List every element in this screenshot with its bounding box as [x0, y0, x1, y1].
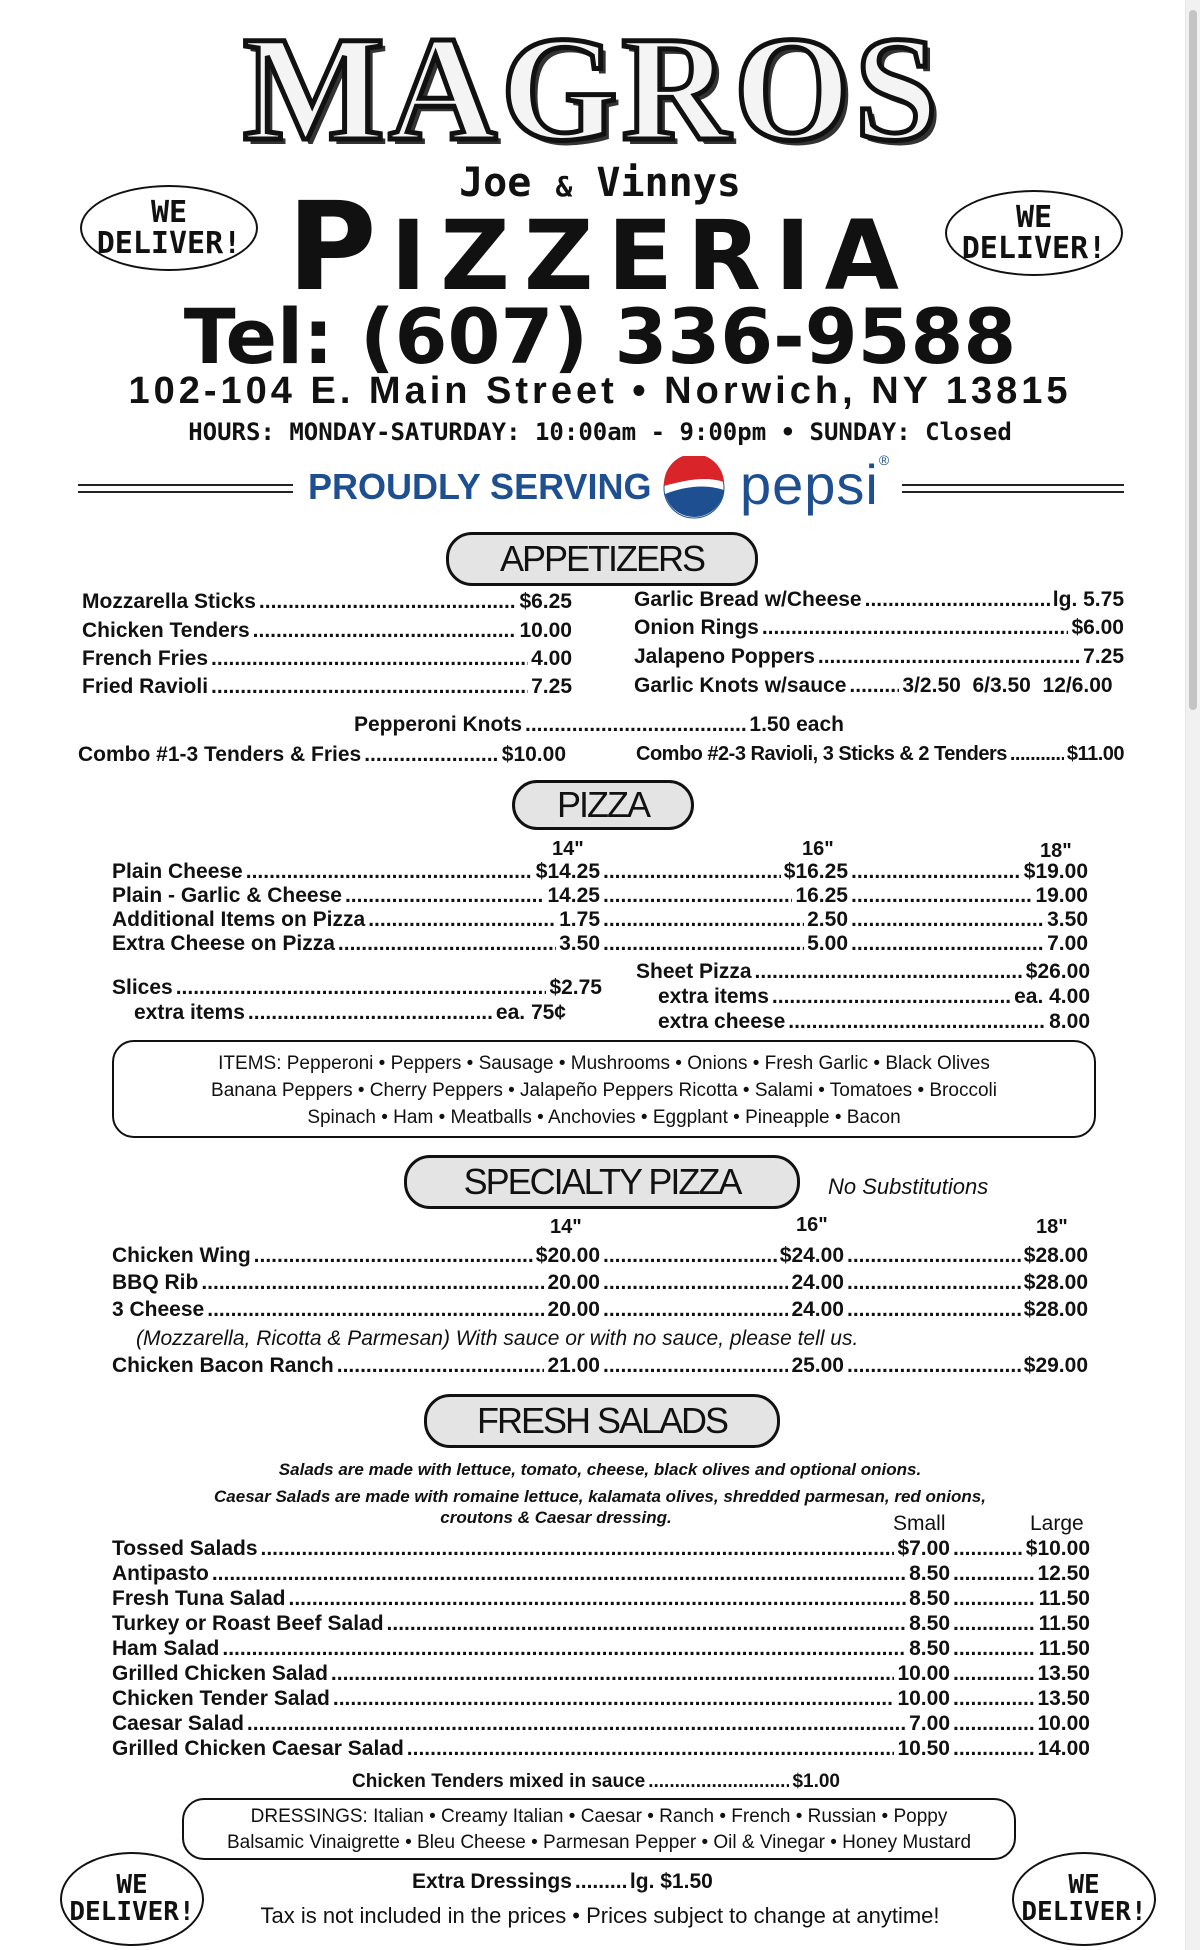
deliver-line-we: WE [1015, 199, 1053, 235]
banner-rule-left [78, 484, 293, 493]
proudly-serving-text: PROUDLY SERVING [308, 466, 652, 507]
owner-vinnys: Vinnys [596, 160, 741, 206]
deliver-line-we: WE [150, 194, 188, 230]
size-14-label: 14" [550, 1216, 582, 1238]
telephone: Tel: (607) 336-9588 [183, 292, 1017, 381]
salad-row: Grilled Chicken Salad ..... 10.00 ..... 13.50 [112, 1662, 1112, 1686]
small-size-label: Small [893, 1512, 946, 1535]
deliver-line-deliver: DELIVER! [961, 231, 1107, 266]
size-18-label: 18" [1040, 840, 1072, 862]
pizzeria-first-letter: P [287, 176, 391, 318]
fresh-salads-heading: FRESH SALADS [424, 1394, 780, 1448]
dressings-line: DRESSINGS: Italian • Creamy Italian • Caesar • Ranch • French • Russian • Poppy [250, 1806, 948, 1827]
we-deliver-badge-top-right [945, 190, 1123, 276]
hours: HOURS: MONDAY-SATURDAY: 10:00am - 9:00pm • SUNDAY: Closed [188, 418, 1012, 446]
salads-note-3: croutons & Caesar dressing. [440, 1508, 672, 1527]
banner-rule-right [902, 484, 1124, 493]
pizzeria-rest: IZZERIA [390, 200, 913, 312]
dressings-line: Balsamic Vinaigrette • Bleu Cheese • Parmesan Pepper • Oil & Vinegar • Honey Mustard [226, 1832, 972, 1853]
no-substitutions-note: No Substitutions [828, 1174, 989, 1199]
pizza-heading: PIZZA [512, 780, 694, 830]
salad-row: Fresh Tuna Salad ..... 8.50 ..... 11.50 [112, 1587, 1112, 1611]
we-deliver-badge-top-left [80, 185, 258, 271]
salad-row: Tossed Salads ..... $7.00 ..... $10.00 [112, 1537, 1112, 1561]
pizza-row: Additional Items on Pizza ..... 1.75 ..... 2.50 ..... 3.50 [112, 908, 1112, 932]
items-line: Spinach • Ham • Meatballs • Anchovies • Eggplant • Pineapple • Bacon [307, 1107, 901, 1128]
pepsi-word: pepsi [740, 453, 879, 516]
specialty-row: Chicken Wing ..... $20.00 ..... $24.00 ..... $28.00 [112, 1244, 1112, 1268]
items-line: ITEMS: Pepperoni • Peppers • Sausage • Mushrooms • Onions • Fresh Garlic • Black Olives [218, 1053, 990, 1074]
three-cheese-note: (Mozzarella, Ricotta & Parmesan) With sauce or with no sauce, please tell us. [136, 1327, 859, 1350]
sheet-pizza-row: Sheet Pizza ..... $26.00 [636, 960, 1090, 984]
specialty-row: 3 Cheese ..... 20.00 ..... 24.00 ..... $28.00 [112, 1298, 1112, 1322]
pepsi-registered-mark: ® [878, 452, 891, 468]
owner-joe: Joe [459, 160, 532, 206]
salad-row: Caesar Salad ..... 7.00 ..... 10.00 [112, 1712, 1112, 1736]
deliver-line-deliver: DELIVER! [69, 1897, 195, 1927]
salads-note-2: Caesar Salads are made with romaine lettuce, kalamata olives, shredded parmesan, red onions, [214, 1487, 986, 1506]
menu-item-row: Onion Rings ..... $6.00 [634, 616, 1124, 640]
pizza-items-box [112, 1040, 1096, 1138]
pizza-row: Extra Cheese on Pizza ..... 3.50 ..... 5.00 ..... 7.00 [112, 932, 1112, 956]
we-deliver-badge-bottom-left [60, 1852, 204, 1946]
sheet-extra-cheese-row: extra cheese ..... 8.00 [658, 1010, 1090, 1034]
deliver-line-deliver: DELIVER! [1021, 1897, 1147, 1927]
tax-note: Tax is not included in the prices • Prices subject to change at anytime! [260, 1903, 940, 1928]
size-14-label: 14" [552, 838, 584, 860]
menu-item-row: Mozzarella Sticks ..... $6.25 [82, 590, 572, 614]
items-line: Banana Peppers • Cherry Peppers • Jalapeño Peppers Ricotta • Salami • Tomatoes • Broccoli [211, 1080, 997, 1101]
menu-item-row: Jalapeno Poppers ..... 7.25 [634, 645, 1124, 669]
sheet-extra-items-row: extra items ..... ea. 4.00 [658, 985, 1090, 1009]
pizza-row: Plain Cheese ..... $14.25 ..... $16.25 ..... $19.00 [112, 860, 1112, 884]
size-16-label: 16" [802, 838, 834, 860]
salad-row: Ham Salad ..... 8.50 ..... 11.50 [112, 1637, 1112, 1661]
deliver-line-we: WE [116, 1869, 148, 1900]
size-18-label: 18" [1036, 1216, 1068, 1238]
specialty-row: Chicken Bacon Ranch ..... 21.00 ..... 25.00 ..... $29.00 [112, 1354, 1112, 1378]
pepsi-wordmark [740, 452, 890, 517]
slices-row: Slices ..... $2.75 [112, 976, 602, 1000]
address: 102-104 E. Main Street • Norwich, NY 13815 [128, 370, 1072, 412]
we-deliver-badge-bottom-right [1012, 1852, 1156, 1946]
salad-row: Turkey or Roast Beef Salad ..... 8.50 ..... 11.50 [112, 1612, 1112, 1636]
menu-item-row: Garlic Bread w/Cheese ..... lg. 5.75 [634, 588, 1124, 612]
slices-extra-row: extra items ..... ea. 75¢ [134, 1001, 566, 1025]
large-size-label: Large [1030, 1512, 1084, 1535]
pepsi-globe-icon [662, 456, 726, 520]
brand-logo: MAGROS [243, 6, 942, 172]
specialty-row: BBQ Rib ..... 20.00 ..... 24.00 ..... $28.00 [112, 1271, 1112, 1295]
salad-row: Antipasto ..... 8.50 ..... 12.50 [112, 1562, 1112, 1586]
pizza-row: Plain - Garlic & Cheese ..... 14.25 ..... 16.25 ..... 19.00 [112, 884, 1112, 908]
salad-row: Grilled Chicken Caesar Salad ..... 10.50 ..... 14.00 [112, 1737, 1112, 1761]
salads-note-1: Salads are made with lettuce, tomato, cheese, black olives and optional onions. [278, 1460, 922, 1479]
salad-row: Chicken Tender Salad ..... 10.00 ..... 13.50 [112, 1687, 1112, 1711]
pepperoni-knots-row: Pepperoni Knots ..... 1.50 each [354, 713, 844, 737]
menu-item-row: Chicken Tenders ..... 10.00 [82, 619, 572, 643]
size-16-label: 16" [796, 1214, 828, 1236]
appetizers-heading: APPETIZERS [446, 532, 758, 586]
deliver-line-deliver: DELIVER! [96, 226, 242, 261]
menu-item-row: Fried Ravioli ..... 7.25 [82, 675, 572, 699]
extra-dressings-row: Extra Dressings ..... lg. $1.50 [412, 1870, 742, 1894]
tenders-in-sauce-row: Chicken Tenders mixed in sauce ..... $1.00 [352, 1771, 840, 1793]
combo-1-row: Combo #1-3 Tenders & Fries ..... $10.00 [78, 743, 566, 767]
combo-2-row: Combo #2-3 Ravioli, 3 Sticks & 2 Tenders ..... $11.00 [636, 743, 1124, 766]
menu-item-row: French Fries ..... 4.00 [82, 647, 572, 671]
menu-item-row: Garlic Knots w/sauce ..... 3/2.50 6/3.50 12/6.00 [634, 674, 1124, 698]
specialty-pizza-heading: SPECIALTY PIZZA [404, 1155, 800, 1209]
deliver-line-we: WE [1068, 1869, 1100, 1900]
dressings-box [182, 1798, 1016, 1860]
owners-ampersand: & [555, 170, 573, 203]
